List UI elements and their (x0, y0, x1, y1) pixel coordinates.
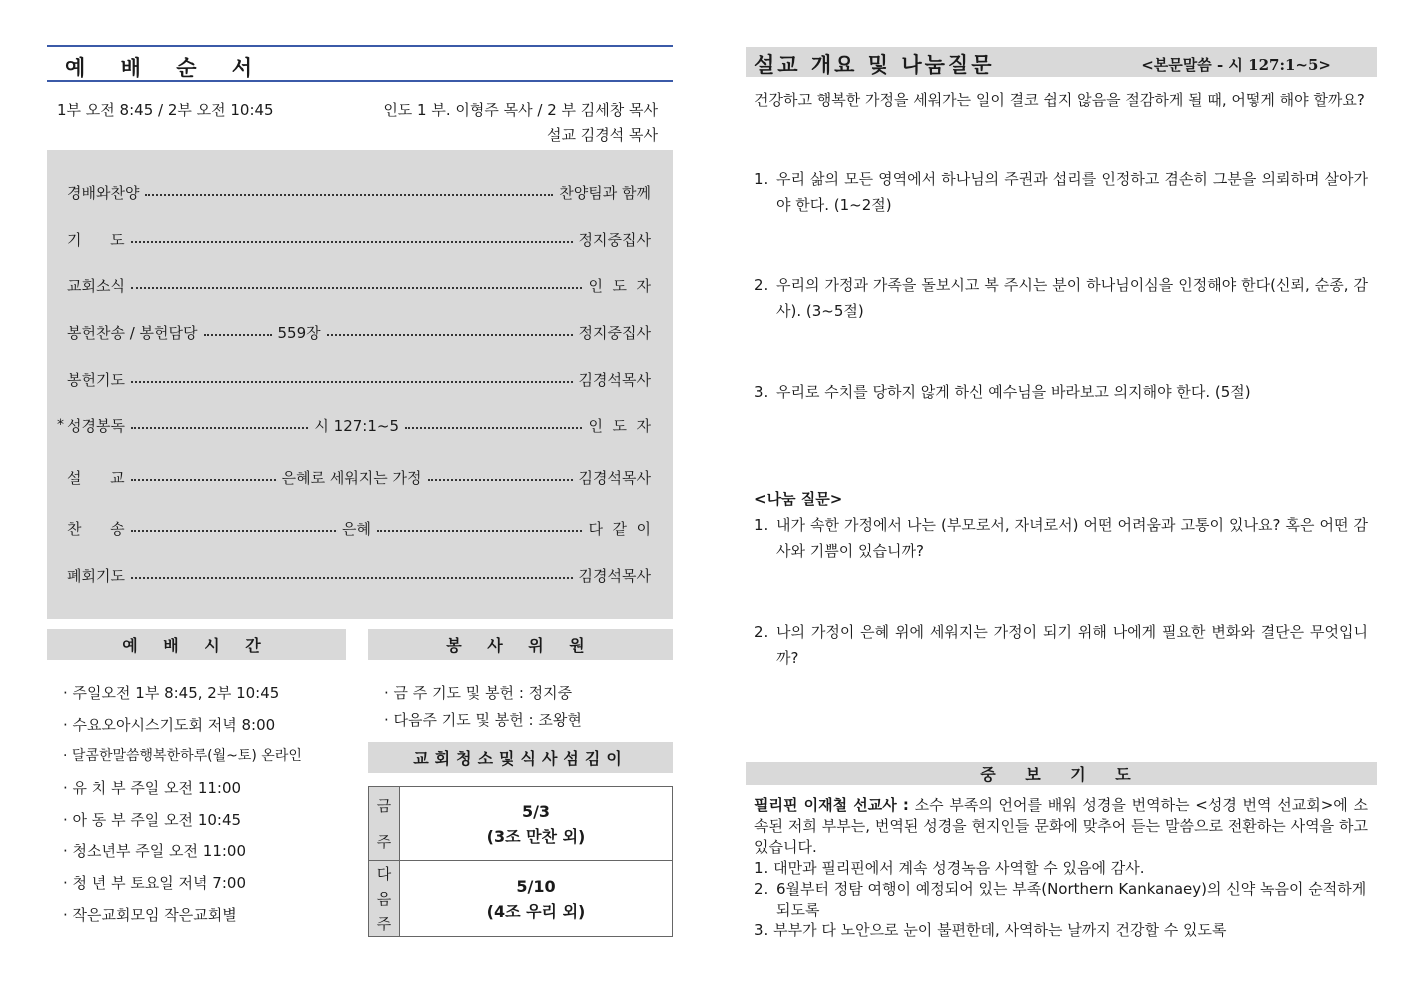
sharing-questions-title: <나눔 질문> (754, 490, 843, 508)
leaders-line-2: 설교 김경석 목사 (547, 126, 658, 144)
order-item-person: 김경석목사 (578, 566, 651, 585)
order-item (67, 273, 651, 297)
order-item (57, 413, 651, 437)
order-item (67, 465, 651, 489)
order-item-person: 김경석목사 (578, 468, 651, 487)
order-item-label: 성경봉독 (67, 416, 125, 435)
scripture-reference: <본문말씀 - 시 127:1~5> (1141, 56, 1331, 74)
list-item: · 달콤한말씀행복한하루(월~토) 온라인 (63, 748, 302, 764)
order-item-label: 찬 송 (67, 519, 125, 538)
worship-times-header: 예 배 시 간 (47, 629, 346, 660)
sermon-intro: 건강하고 행복한 가정을 세워가는 일이 결코 쉽지 않음을 절감하게 될 때, 어떻게 해야 할까요? (754, 91, 1365, 109)
cleaning-entry (400, 787, 672, 860)
order-item-label: 설 교 (67, 468, 125, 487)
order-item-detail: 은혜로 세워지는 가정 (281, 468, 422, 487)
list-item: · 청 년 부 토요일 저녁 7:00 (63, 874, 246, 892)
order-item-label: 교회소식 (67, 276, 125, 295)
leaders-line-1: 인도 1 부. 이형주 목사 / 2 부 김세창 목사 (383, 101, 658, 119)
order-item-person: 찬양팀과 함께 (559, 183, 651, 202)
order-item-person: 김경석목사 (578, 370, 651, 389)
order-item-label: 폐회기도 (67, 566, 125, 585)
list-item: · 유 치 부 주일 오전 11:00 (63, 779, 242, 797)
dot-leader (131, 381, 573, 383)
dot-leader (131, 577, 573, 579)
order-item-person: 인 도 자 (588, 276, 651, 295)
order-item-detail: 은혜 (342, 519, 372, 538)
list-item: · 작은교회모임 작은교회별 (63, 906, 237, 924)
standing-mark: * (57, 417, 64, 433)
cleaning-header: 교회청소및식사섬김이 (368, 742, 673, 773)
dot-leader (204, 334, 272, 336)
cleaning-entry (400, 861, 672, 936)
intercession-header: 중 보 기 도 (746, 762, 1377, 785)
intercession-intro: 필리핀 이재철 선교사 : 소수 부족의 언어를 배워 성경을 번역하는 <성경 번역 선교회>에 소속된 저희 부부는, 번역된 성경을 현지인들 문화에 맞추어 듣는 말씀으로 전환하는 사역을 하고 있습니다. (754, 796, 1368, 856)
order-item-person: 정지중집사 (578, 323, 651, 342)
service-times: 1부 오전 8:45 / 2부 오전 10:45 (57, 101, 274, 119)
list-item: · 아 동 부 주일 오전 10:45 (63, 811, 242, 829)
worship-order-list (47, 150, 673, 619)
cleaning-team: (3조 만찬 외) (486, 826, 586, 846)
dot-leader (145, 194, 553, 196)
order-item-label: 봉헌기도 (67, 370, 125, 389)
order-item-label: 기 도 (67, 230, 125, 249)
dot-leader (131, 287, 582, 289)
dot-leader (131, 479, 276, 481)
dot-leader (428, 479, 573, 481)
dot-leader (131, 427, 308, 429)
sermon-point: 1. 우리 삶의 모든 영역에서 하나님의 주권과 섭리를 인정하고 겸손히 그분을 의뢰하며 살아가야 한다. (1~2절) (754, 170, 1368, 214)
list-item: · 다음주 기도 및 봉헌 : 조왕현 (384, 711, 582, 729)
order-item (67, 367, 651, 391)
order-item-label: 봉헌찬송 / 봉헌담당 (67, 323, 198, 342)
order-item-detail: 559장 (277, 323, 321, 342)
list-item: · 금 주 기도 및 봉헌 : 정지중 (384, 684, 573, 702)
list-item: · 청소년부 주일 오전 11:00 (63, 842, 246, 860)
prayer-item: 1. 대만과 필리핀에서 계속 성경녹음 사역할 수 있음에 감사. (754, 859, 1145, 877)
cleaning-table (368, 786, 673, 937)
order-item-person: 다 같 이 (588, 519, 651, 538)
sharing-question: 2. 나의 가정이 은혜 위에 세워지는 가정이 되기 위해 나에게 필요한 변화와 결단은 무엇입니까? (754, 623, 1368, 667)
dot-leader (327, 334, 573, 336)
cleaning-date: 5/10 (516, 876, 556, 896)
table-row (369, 787, 672, 861)
order-item (67, 227, 651, 251)
order-item-person: 인 도 자 (588, 416, 651, 435)
cleaning-date: 5/3 (521, 801, 551, 821)
order-item-label: 경배와찬양 (67, 183, 140, 202)
table-row (369, 861, 672, 936)
week-label: 다 음 주 (369, 861, 400, 936)
service-committee-header: 봉 사 위 원 (368, 629, 673, 660)
sharing-question: 1. 내가 속한 가정에서 나는 (부모로서, 자녀로서) 어떤 어려움과 고통이 있나요? 혹은 어떤 감사와 기쁨이 있습니까? (754, 516, 1368, 560)
sermon-title: 설교 개요 및 나눔질문 (754, 53, 995, 77)
list-item: · 주일오전 1부 8:45, 2부 10:45 (63, 684, 280, 702)
sermon-point: 2. 우리의 가정과 가족을 돌보시고 복 주시는 분이 하나님이심을 인정해야 한다(신뢰, 순종, 감사). (3~5절) (754, 276, 1368, 320)
prayer-item: 3. 부부가 다 노안으로 눈이 불편한데, 사역하는 날까지 건강할 수 있도록 (754, 921, 1227, 939)
dot-leader (131, 241, 573, 243)
order-item-person: 정지중집사 (578, 230, 651, 249)
dot-leader (131, 530, 336, 532)
cleaning-team: (4조 우리 외) (486, 901, 586, 921)
order-item (67, 320, 651, 344)
worship-order-header (47, 45, 673, 82)
dot-leader (377, 530, 582, 532)
prayer-item: 2. 6월부터 정탐 여행이 예정되어 있는 부족(Northern Kankanaey)의 신약 녹음이 순적하게 되도록 (754, 880, 1367, 919)
missionary-name: 필리핀 이재철 선교사 : (754, 796, 909, 814)
dot-leader (405, 427, 582, 429)
order-item (67, 180, 651, 204)
order-item-detail: 시 127:1~5 (314, 416, 400, 435)
week-label: 금 주 (369, 787, 400, 860)
order-item (67, 563, 651, 587)
order-item (67, 516, 651, 540)
sermon-point: 3. 우리로 수치를 당하지 않게 하신 예수님을 바라보고 의지해야 한다. (5절) (754, 383, 1251, 401)
worship-order-title: 예 배 순 서 (65, 56, 267, 80)
list-item: · 수요오아시스기도회 저녁 8:00 (63, 716, 276, 734)
sermon-header (746, 47, 1377, 77)
